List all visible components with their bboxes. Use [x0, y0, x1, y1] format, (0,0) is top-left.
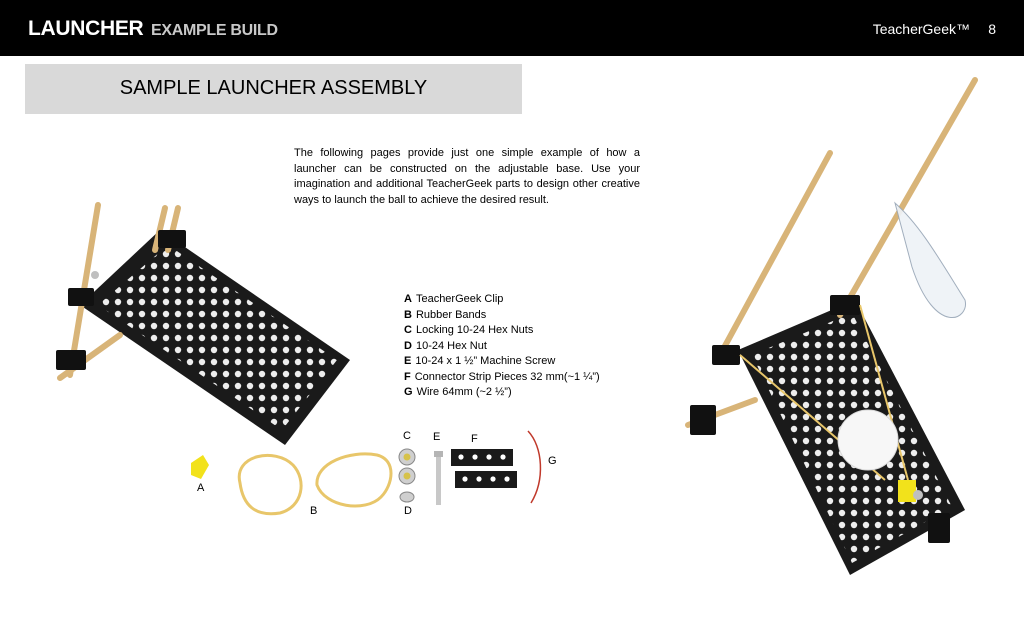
ping-pong-ball: [838, 410, 898, 470]
part-text: Connector Strip Pieces 32 mm(~1 ¼”): [414, 370, 600, 383]
part-letter: C: [404, 324, 412, 336]
connector-block: [690, 405, 716, 435]
section-title: SAMPLE LAUNCHER ASSEMBLY: [119, 77, 428, 99]
screw: [91, 271, 99, 279]
part-letter: A: [404, 293, 412, 305]
part-item: [404, 370, 600, 386]
part-letter: E: [404, 355, 412, 367]
parts-list: [404, 292, 600, 401]
label-d: D: [404, 505, 412, 517]
connector-block: [830, 295, 860, 315]
machine-screw: [436, 457, 441, 505]
page-number: 8: [988, 21, 996, 37]
rubber-band: [239, 455, 301, 513]
slide-title-sub: EXAMPLE BUILD: [150, 22, 278, 39]
teachergeek-clip: [898, 480, 916, 502]
dowel: [840, 80, 975, 315]
intro-paragraph: The following pages provide just one simple example of how a launcher can be constructed on the adjustable base. Use your imagination and additional TeacherGeek parts to design other creative ways to launch the ball to achieve the desired result.: [294, 147, 640, 206]
connector-block: [158, 230, 186, 248]
part-letter: D: [404, 339, 412, 352]
connector-block: [56, 350, 86, 370]
part-text: TeacherGeek Clip: [415, 293, 504, 305]
part-text: Locking 10-24 Hex Nuts: [415, 324, 534, 336]
part-text: 10-24 Hex Nut: [415, 339, 487, 352]
wire: [528, 431, 540, 503]
section-banner: [25, 64, 522, 114]
protractor: [895, 203, 965, 318]
teachergeek-clip: [191, 455, 209, 479]
slide-title: [28, 17, 278, 41]
screw: [913, 490, 923, 500]
slide-title-main: LAUNCHER: [28, 17, 144, 40]
parts-photo: [185, 425, 565, 525]
part-letter: F: [404, 370, 411, 383]
part-item: [404, 385, 600, 401]
part-text: Wire 64mm (~2 ½”): [416, 386, 512, 398]
label-e: E: [433, 431, 441, 443]
part-item: [404, 354, 600, 370]
part-item: [404, 308, 600, 324]
label-c: C: [403, 430, 411, 442]
part-item: [404, 339, 600, 355]
part-text: Rubber Bands: [415, 308, 487, 321]
rubber-band: [317, 454, 391, 506]
part-letter: B: [404, 308, 412, 321]
part-text: 10-24 x 1 ½” Machine Screw: [415, 355, 556, 367]
base-assembly-photo: [40, 200, 370, 460]
connector-block: [68, 288, 94, 306]
label-g: G: [548, 455, 557, 467]
label-b: B: [310, 505, 318, 517]
label-a: A: [197, 482, 205, 494]
part-letter: G: [404, 386, 413, 398]
machine-screw-head: [434, 451, 443, 457]
part-item: [404, 292, 600, 308]
hex-nut: [400, 492, 414, 502]
label-f: F: [471, 433, 478, 445]
brand-name: TeacherGeek™: [872, 21, 970, 37]
header-bar: [0, 0, 1024, 56]
launcher-assembly-photo: [680, 75, 980, 585]
connector-block: [712, 345, 740, 365]
connector-block: [928, 513, 950, 543]
part-item: [404, 323, 600, 339]
